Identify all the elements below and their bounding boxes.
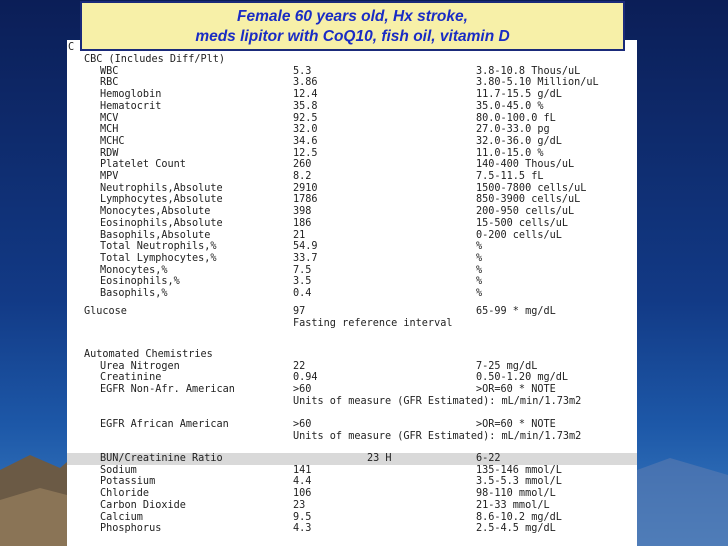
- test-reference: 21-33 mmol/L: [476, 499, 550, 511]
- test-value: 260: [293, 159, 312, 171]
- partial-header-text: C: [68, 42, 75, 53]
- units-note: Units of measure (GFR Estimated): mL/min/1.73m2: [293, 430, 582, 442]
- test-name: Phosphorus: [100, 523, 162, 535]
- test-reference: 140-400 Thous/uL: [476, 159, 575, 171]
- test-reference: 80.0-100.0 fL: [476, 112, 556, 124]
- test-reference: 8.6-10.2 mg/dL: [476, 511, 562, 523]
- report-row: [67, 288, 637, 300]
- test-name: Carbon Dioxide: [100, 499, 186, 511]
- test-reference: %: [476, 252, 483, 264]
- test-reference: 98-110 mmol/L: [476, 488, 556, 500]
- test-value: 106: [293, 488, 312, 500]
- test-name: Calcium: [100, 511, 143, 523]
- report-row: [67, 171, 637, 183]
- test-name: MCHC: [100, 135, 125, 147]
- test-name: Basophils,Absolute: [100, 229, 211, 241]
- test-value: 0.4: [293, 288, 312, 299]
- report-row: [67, 101, 637, 113]
- test-value: 54.9: [293, 241, 318, 253]
- test-reference: 6-22: [476, 453, 501, 464]
- glucose-note: Fasting reference interval: [293, 317, 453, 329]
- report-row: [67, 318, 637, 330]
- test-name: MCV: [100, 112, 119, 124]
- test-reference: 135-146 mmol/L: [476, 464, 562, 476]
- test-value: 9.5: [293, 511, 312, 523]
- test-name: Urea Nitrogen: [100, 360, 180, 372]
- report-row: [67, 66, 637, 78]
- test-name: Chloride: [100, 488, 150, 500]
- test-value: 8.2: [293, 171, 312, 182]
- test-name: Total Lymphocytes,%: [100, 252, 217, 264]
- report-row: [67, 384, 637, 396]
- test-reference: 11.7-15.5 g/dL: [476, 89, 562, 101]
- test-reference: 15-500 cells/uL: [476, 217, 569, 229]
- test-value: 34.6: [293, 135, 318, 147]
- test-reference: >OR=60 * NOTE: [476, 419, 556, 430]
- test-name: Total Neutrophils,%: [100, 241, 217, 253]
- report-row: [67, 148, 637, 160]
- test-name: Basophils,%: [100, 288, 168, 299]
- test-name: Hemoglobin: [100, 89, 162, 101]
- test-value: 7.5: [293, 264, 312, 276]
- report-row: [67, 54, 637, 66]
- report-row: [67, 159, 637, 171]
- test-value: 3.5: [293, 276, 312, 288]
- test-name: Creatinine: [100, 372, 162, 384]
- test-name: Platelet Count: [100, 159, 186, 171]
- report-row: [67, 512, 637, 524]
- report-row: [67, 361, 637, 373]
- test-reference: 7.5-11.5 fL: [476, 171, 544, 182]
- test-reference: 3.80-5.10 Million/uL: [476, 77, 599, 89]
- report-row: [67, 113, 637, 125]
- report-row: [67, 276, 637, 288]
- title-line-1: Female 60 years old, Hx stroke,: [237, 8, 468, 25]
- test-value: 92.5: [293, 112, 318, 124]
- report-row: [67, 500, 637, 512]
- test-reference: 11.0-15.0 %: [476, 147, 544, 159]
- test-name: RDW: [100, 147, 119, 159]
- test-reference: 27.0-33.0 pg: [476, 124, 550, 136]
- test-value: 3.86: [293, 77, 318, 89]
- report-row: [67, 136, 637, 148]
- test-value: 0.94: [293, 372, 318, 384]
- test-name: Potassium: [100, 476, 156, 488]
- lab-report: [67, 40, 637, 546]
- test-value: 4.4: [293, 476, 312, 488]
- report-row: [67, 265, 637, 277]
- test-reference: 200-950 cells/uL: [476, 206, 575, 218]
- test-reference: 3.5-5.3 mmol/L: [476, 476, 562, 488]
- report-row: [67, 183, 637, 195]
- test-reference: %: [476, 264, 483, 276]
- test-value: 35.8: [293, 100, 318, 112]
- test-value: 186: [293, 217, 312, 229]
- test-value: 398: [293, 206, 312, 218]
- test-name: Glucose: [84, 306, 127, 317]
- report-row: [67, 476, 637, 488]
- test-reference: 32.0-36.0 g/dL: [476, 135, 562, 147]
- report-row: [67, 253, 637, 265]
- report-row: [67, 431, 637, 443]
- test-value-flagged: 23 H: [367, 453, 392, 464]
- test-value: 2910: [293, 182, 318, 194]
- test-value: 12.4: [293, 89, 318, 101]
- test-name: Neutrophils,Absolute: [100, 182, 223, 194]
- test-value: >60: [293, 384, 312, 396]
- test-reference: %: [476, 276, 483, 288]
- test-name: EGFR Non-Afr. American: [100, 384, 235, 396]
- test-reference: 0-200 cells/uL: [476, 229, 562, 241]
- report-row: [67, 124, 637, 136]
- test-reference: 7-25 mg/dL: [476, 360, 538, 372]
- test-name: EGFR African American: [100, 419, 229, 430]
- test-value: 141: [293, 464, 312, 476]
- report-row: [67, 89, 637, 101]
- report-row: [67, 523, 637, 535]
- units-note: Units of measure (GFR Estimated): mL/min/1.73m2: [293, 395, 582, 407]
- test-value: 33.7: [293, 252, 318, 264]
- test-name: Monocytes,Absolute: [100, 206, 211, 218]
- report-row: [67, 465, 637, 477]
- test-reference: 2.5-4.5 mg/dL: [476, 523, 556, 535]
- test-reference: 1500-7800 cells/uL: [476, 182, 587, 194]
- test-name: Lymphocytes,Absolute: [100, 194, 223, 206]
- test-value: 4.3: [293, 523, 312, 535]
- test-reference: >OR=60 * NOTE: [476, 384, 556, 396]
- title-line-2: meds lipitor with CoQ10, fish oil, vitamin D: [195, 28, 510, 45]
- section-header-chemistries: Automated Chemistries: [84, 349, 213, 360]
- test-value: 22: [293, 360, 306, 372]
- test-name: WBC: [100, 65, 119, 77]
- report-row: [67, 372, 637, 384]
- test-value: >60: [293, 419, 312, 430]
- report-row: [67, 306, 637, 318]
- report-row: [67, 349, 637, 361]
- report-row: [67, 194, 637, 206]
- test-reference: %: [476, 288, 483, 299]
- report-row: [67, 206, 637, 218]
- test-reference: %: [476, 241, 483, 253]
- test-value: 1786: [293, 194, 318, 206]
- test-reference: 3.8-10.8 Thous/uL: [476, 65, 581, 77]
- test-value: 32.0: [293, 124, 318, 136]
- test-name: Sodium: [100, 464, 137, 476]
- test-reference: 65-99 * mg/dL: [476, 306, 556, 317]
- report-row: [67, 419, 637, 431]
- report-row: [67, 453, 637, 465]
- test-value: 23: [293, 499, 306, 511]
- test-name: MPV: [100, 171, 119, 182]
- test-name: Eosinophils,%: [100, 276, 180, 288]
- report-row: [67, 396, 637, 408]
- test-value: 97: [293, 306, 306, 317]
- test-name: MCH: [100, 124, 119, 136]
- test-reference: 0.50-1.20 mg/dL: [476, 372, 569, 384]
- test-value: 5.3: [293, 65, 312, 77]
- report-row: [67, 77, 637, 89]
- slide-title: [80, 1, 625, 51]
- test-name: Monocytes,%: [100, 264, 168, 276]
- test-name: RBC: [100, 77, 119, 89]
- test-value: 21: [293, 229, 306, 241]
- test-name: Eosinophils,Absolute: [100, 217, 223, 229]
- test-reference: 850-3900 cells/uL: [476, 194, 581, 206]
- section-header-cbc: CBC (Includes Diff/Plt): [84, 54, 226, 65]
- test-name: Hematocrit: [100, 100, 162, 112]
- test-name: BUN/Creatinine Ratio: [100, 453, 223, 464]
- report-row: [67, 241, 637, 253]
- report-row: [67, 230, 637, 242]
- test-value: 12.5: [293, 147, 318, 159]
- test-reference: 35.0-45.0 %: [476, 100, 544, 112]
- report-row: [67, 488, 637, 500]
- report-row: [67, 218, 637, 230]
